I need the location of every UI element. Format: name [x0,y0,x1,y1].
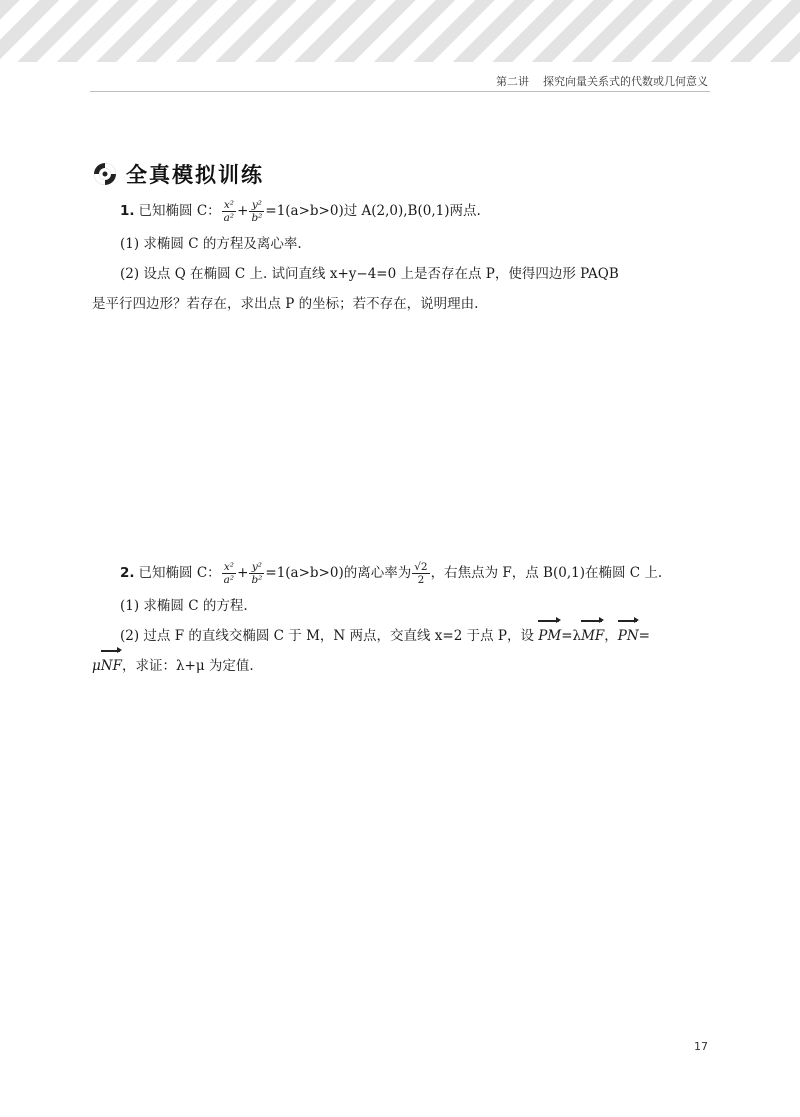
statement-text: ，右焦点为 F，点 B(0,1)在椭圆 C 上. [430,565,663,581]
vector-nf: NF [101,651,122,681]
eccentricity-fraction [412,561,429,586]
fraction-denominator: b² [251,574,263,586]
fraction-numerator: y² [249,561,264,574]
fraction-numerator: y² [249,199,264,212]
part-text: (2) 设点 Q 在椭圆 C 上. 试问直线 x+y−4=0 上是否存在点 P，使得四边形 PAQB [120,266,619,282]
part-text: (1) 求椭圆 C 的方程. [120,598,248,614]
section-heading [92,158,264,190]
plus-sign: + [237,203,249,219]
fraction [249,199,264,224]
vector-mf: MF [581,621,604,651]
fraction-denominator: b² [251,212,263,224]
fraction-numerator: x² [222,199,236,212]
page-number: 17 [694,1040,708,1053]
mu-symbol: μ [92,658,101,674]
problem-1 [92,196,712,319]
plus-sign: + [237,565,249,581]
fraction-denominator: a² [223,574,235,586]
section-title: 全真模拟训练 [126,163,264,187]
problem-2-statement [92,558,712,588]
fraction [222,561,236,586]
fraction [222,199,236,224]
statement-text: 已知椭圆 C： [138,565,221,581]
problem-1-part-1 [92,229,712,259]
fraction-denominator: a² [223,212,235,224]
statement-text: =1(a>b>0)的离心率为 [265,565,412,581]
comma: ， [604,628,618,644]
fraction [249,561,264,586]
problem-1-statement [92,196,712,226]
part-text: 是平行四边形？若存在，求出点 P 的坐标；若不存在，说明理由. [92,296,479,312]
header-divider [90,91,710,92]
problem-number: 2. [120,565,135,581]
problem-1-part-2-continued [92,289,712,319]
problem-1-part-2 [92,259,712,289]
part-text: (2) 过点 F 的直线交椭圆 C 于 M，N 两点，交直线 x=2 于点 P，设 [120,628,534,644]
part-text: (1) 求椭圆 C 的方程及离心率. [120,236,302,252]
gear-swirl-icon [92,161,118,187]
fraction-numerator: x² [222,561,236,574]
running-head-lecture: 第二讲 [496,75,529,88]
problem-2 [92,558,712,681]
fraction-numerator: √2 [414,561,428,573]
problem-2-part-1 [92,591,712,621]
equals-sign: = [638,628,650,644]
vector-pm: PM [538,621,561,651]
part-text: ，求证：λ+μ 为定值. [121,658,254,674]
fraction-denominator: 2 [417,574,425,586]
equals-lambda: =λ [561,628,582,644]
problem-2-part-2 [92,621,712,651]
decorative-stripe-band [0,0,800,62]
vector-pn: PN [618,621,639,651]
statement-text: =1(a>b>0)过 A(2,0),B(0,1)两点. [265,203,481,219]
statement-text: 已知椭圆 C： [138,203,221,219]
problem-number: 1. [120,203,135,219]
running-head-topic: 探究向量关系式的代数或几何意义 [543,75,708,88]
problem-2-part-2-continued [92,651,712,681]
running-head [496,73,708,89]
